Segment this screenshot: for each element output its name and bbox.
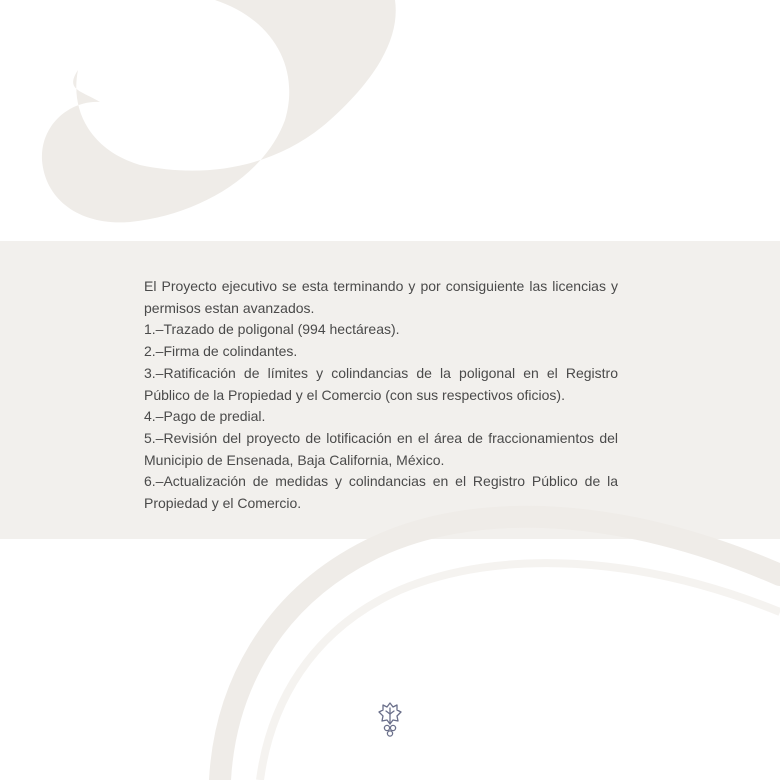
list-item-4: 4.–Pago de predial. xyxy=(144,408,266,425)
list-item-1: 1.–Trazado de poligonal (994 hectáreas). xyxy=(144,321,400,338)
grape-leaf-logo-icon xyxy=(377,700,403,740)
list-item-2: 2.–Firma de colindantes. xyxy=(144,343,298,360)
list-item-3: 3.–Ratificación de límites y colindancias de la poligonal en el Registro Público de la Propiedad y el Comercio (con sus respectivos oficios). xyxy=(144,364,618,403)
content-text xyxy=(144,276,618,515)
list-item-6: 6.–Actualización de medidas y colindancias en el Registro Público de la Propiedad y el Comercio. xyxy=(144,473,618,512)
list-item-5: 5.–Revisión del proyecto de lotificación en el área de fraccionamientos del Municipio de Ensenada, Baja California, México. xyxy=(144,429,618,468)
intro-paragraph: El Proyecto ejecutivo se esta terminando y por consiguiente las licencias y permisos estan avanzados. xyxy=(144,278,618,316)
